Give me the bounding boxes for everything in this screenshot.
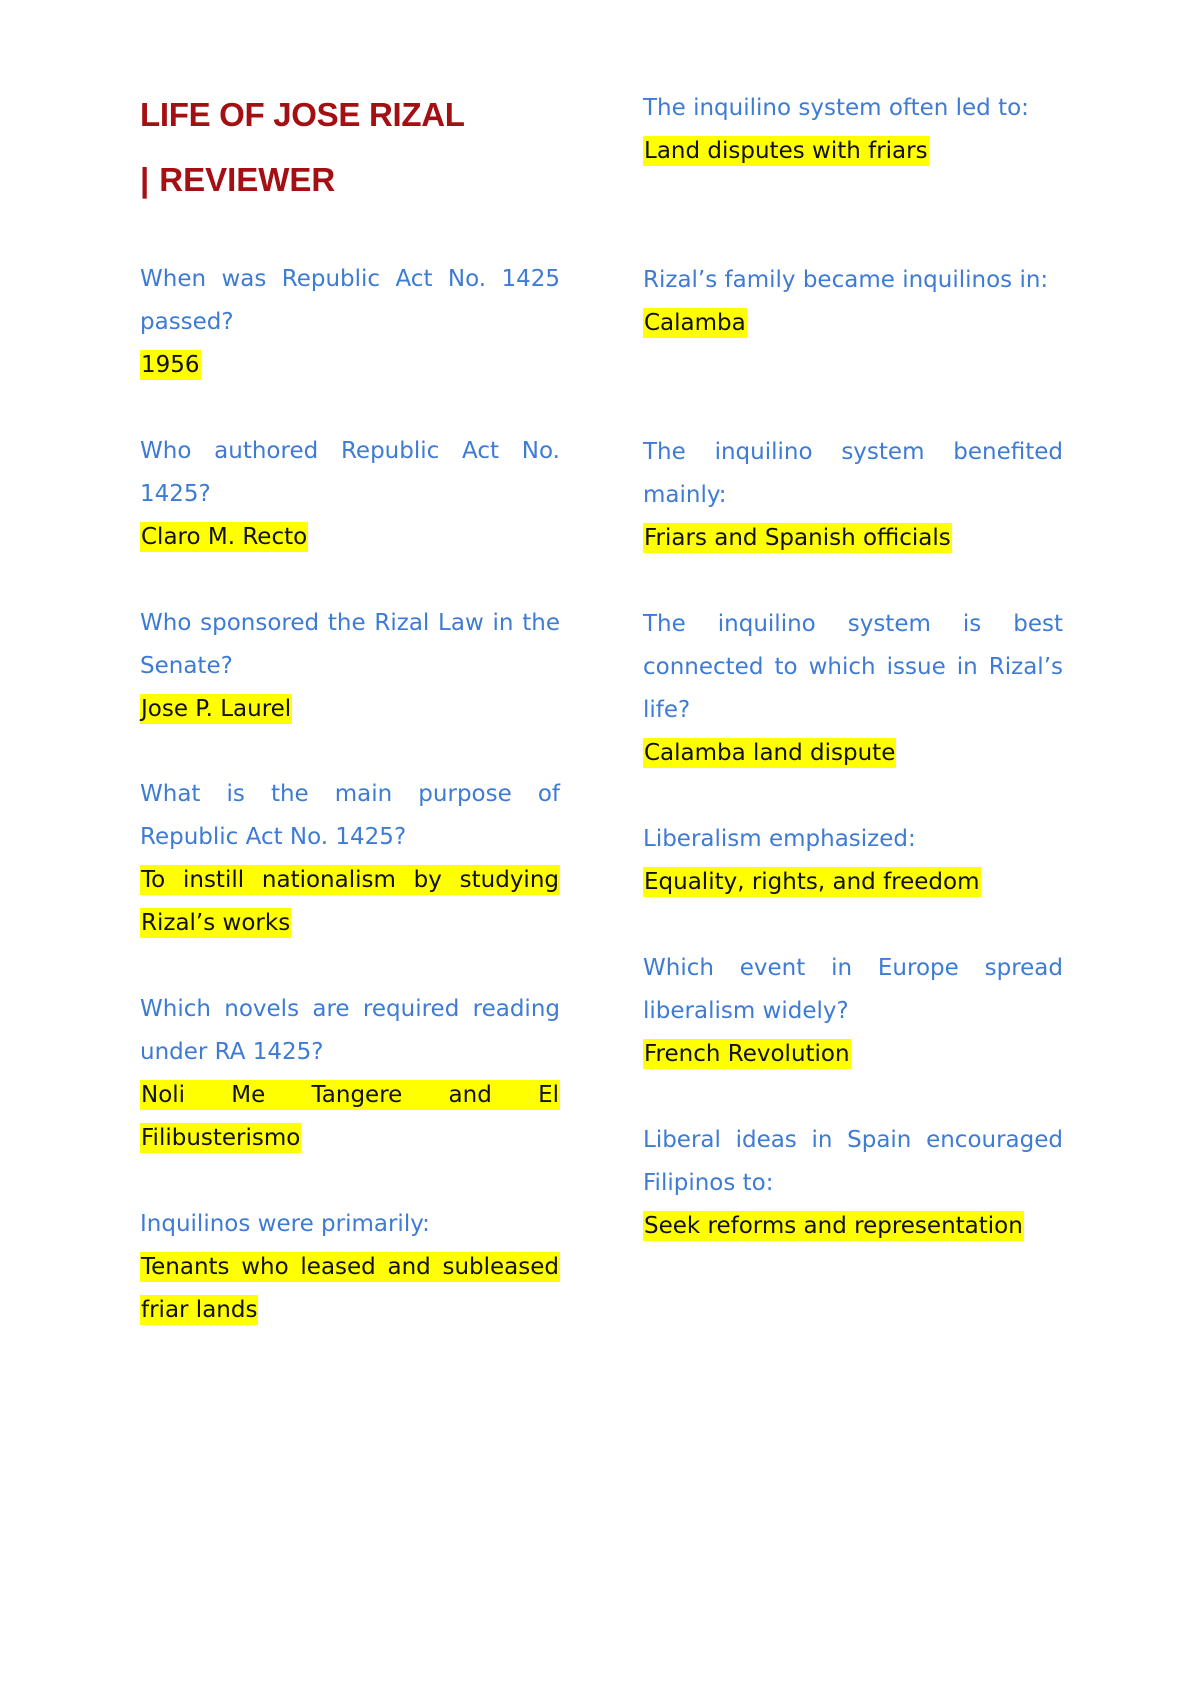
qa-item (140, 988, 560, 1160)
question-text: Liberal ideas in Spain encouraged Filipinos to: (643, 1127, 1063, 1196)
answer-highlight: Friars and Spanish officials (644, 525, 951, 551)
qa-item (140, 602, 560, 731)
document-title: LIFE OF JOSE RIZAL (140, 96, 465, 133)
question-text: Which event in Europe spread liberalism widely? (643, 955, 1063, 1024)
document-subtitle (140, 160, 335, 200)
question-text: Who sponsored the Rizal Law in the Senate? (140, 610, 560, 679)
qa-item (643, 259, 1063, 345)
qa-item (643, 818, 1063, 904)
answer-text (140, 859, 560, 945)
qa-item (643, 603, 1063, 775)
question-text: When was Republic Act No. 1425 passed? (140, 266, 560, 335)
qa-item (140, 258, 560, 387)
question-text: The inquilino system is best connected to which issue in Rizal’s life? (643, 611, 1063, 723)
qa-item (643, 431, 1063, 560)
question-text: Which novels are required reading under RA 1425? (140, 996, 560, 1065)
answer-text (140, 1074, 560, 1160)
answer-text (140, 688, 560, 731)
answer-highlight: Claro M. Recto (141, 524, 308, 550)
answer-text (643, 1033, 1063, 1076)
subtitle-bar: | (140, 161, 150, 198)
answer-highlight: To instill nationalism by studying Rizal’s works (141, 867, 559, 936)
answer-text (643, 732, 1063, 775)
qa-item (643, 87, 1063, 173)
answer-highlight: Calamba (644, 310, 746, 336)
question-text: Rizal’s family became inquilinos in: (643, 267, 1049, 293)
answer-highlight: Seek reforms and representation (644, 1213, 1023, 1239)
qa-item (140, 1203, 560, 1332)
qa-item (140, 773, 560, 945)
answer-text (643, 861, 1063, 904)
answer-text (643, 1205, 1063, 1248)
answer-text (643, 302, 1063, 345)
question-text: The inquilino system often led to: (643, 95, 1029, 121)
question-text: Inquilinos were primarily: (140, 1211, 430, 1237)
answer-highlight: Calamba land dispute (644, 740, 896, 766)
answer-highlight: French Revolution (644, 1041, 850, 1067)
question-text: Liberalism emphasized: (643, 826, 916, 852)
question-text: What is the main purpose of Republic Act No. 1425? (140, 781, 560, 850)
question-text: The inquilino system benefited mainly: (643, 439, 1063, 508)
answer-highlight: Noli Me Tangere and El Filibusterismo (141, 1082, 559, 1151)
question-text: Who authored Republic Act No. 1425? (140, 438, 560, 507)
qa-item (643, 947, 1063, 1076)
answer-text (643, 517, 1063, 560)
answer-highlight: Tenants who leased and subleased friar lands (141, 1254, 559, 1323)
answer-highlight: Land disputes with friars (644, 138, 928, 164)
answer-text (140, 516, 560, 559)
answer-highlight: Jose P. Laurel (141, 696, 292, 722)
qa-item (643, 1119, 1063, 1248)
answer-highlight: Equality, rights, and freedom (644, 869, 980, 895)
qa-item (140, 430, 560, 559)
answer-text (140, 1246, 560, 1332)
answer-highlight: 1956 (141, 352, 200, 378)
answer-text (140, 344, 560, 387)
answer-text (643, 130, 1063, 173)
subtitle-text: REVIEWER (159, 161, 336, 198)
